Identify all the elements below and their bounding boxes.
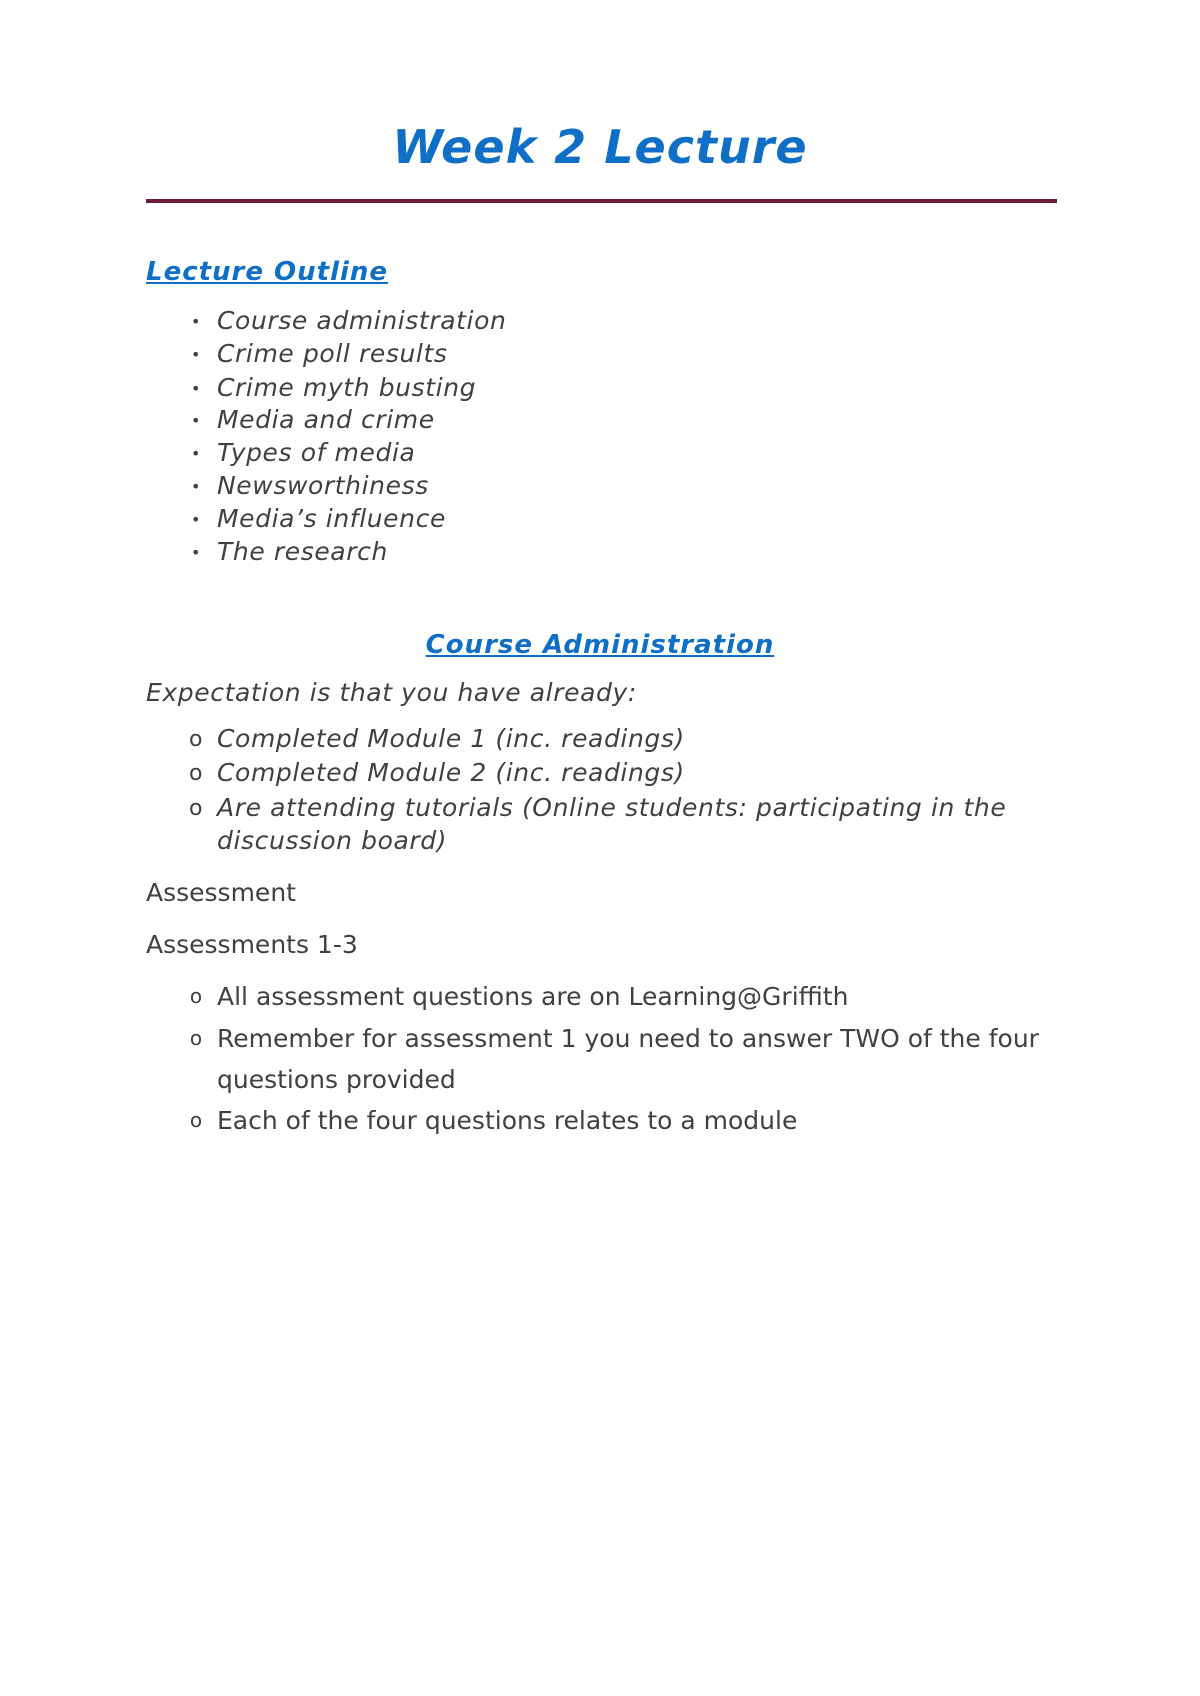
- list-item-text: Course administration: [217, 306, 507, 335]
- bullet-icon: •: [190, 411, 202, 430]
- circle-bullet-icon: o: [189, 1026, 203, 1050]
- assessments-range-label: Assessments 1-3: [146, 930, 358, 959]
- list-item-text: Crime poll results: [217, 339, 448, 368]
- page-title: Week 2 Lecture: [392, 120, 808, 174]
- circle-bullet-icon: o: [189, 984, 203, 1008]
- title-divider: [146, 199, 1057, 203]
- list-item-text: Each of the four questions relates to a module: [217, 1106, 798, 1135]
- list-item-text: discussion board): [217, 826, 448, 855]
- list-item-text: Crime myth busting: [217, 373, 477, 402]
- circle-bullet-icon: o: [189, 1108, 203, 1132]
- circle-bullet-icon: o: [188, 796, 204, 821]
- list-item-text: Completed Module 1 (inc. readings): [217, 724, 685, 753]
- list-item-text: All assessment questions are on Learning@Griffith: [217, 982, 849, 1011]
- lecture-outline-heading: Lecture Outline: [146, 257, 389, 287]
- list-item-text: The research: [217, 537, 388, 566]
- bullet-icon: •: [190, 477, 202, 496]
- assessment-label: Assessment: [146, 878, 296, 907]
- list-item-text: Types of media: [217, 438, 416, 467]
- course-administration-heading: Course Administration: [425, 630, 775, 660]
- list-item-text: questions provided: [217, 1065, 456, 1094]
- bullet-icon: •: [190, 510, 202, 529]
- list-item-text: Newsworthiness: [217, 471, 429, 500]
- bullet-icon: •: [190, 312, 202, 331]
- list-item-text: Completed Module 2 (inc. readings): [217, 758, 685, 787]
- list-item-text: Are attending tutorials (Online students: participating in the: [217, 793, 1007, 822]
- bullet-icon: •: [190, 543, 202, 562]
- list-item-text: Remember for assessment 1 you need to answer TWO of the four: [217, 1024, 1039, 1053]
- circle-bullet-icon: o: [188, 761, 204, 786]
- bullet-icon: •: [190, 379, 202, 398]
- bullet-icon: •: [190, 444, 202, 463]
- list-item-text: Media and crime: [217, 405, 435, 434]
- list-item-text: Media’s influence: [217, 504, 446, 533]
- bullet-icon: •: [190, 345, 202, 364]
- expectation-text: Expectation is that you have already:: [146, 678, 637, 707]
- circle-bullet-icon: o: [188, 727, 204, 752]
